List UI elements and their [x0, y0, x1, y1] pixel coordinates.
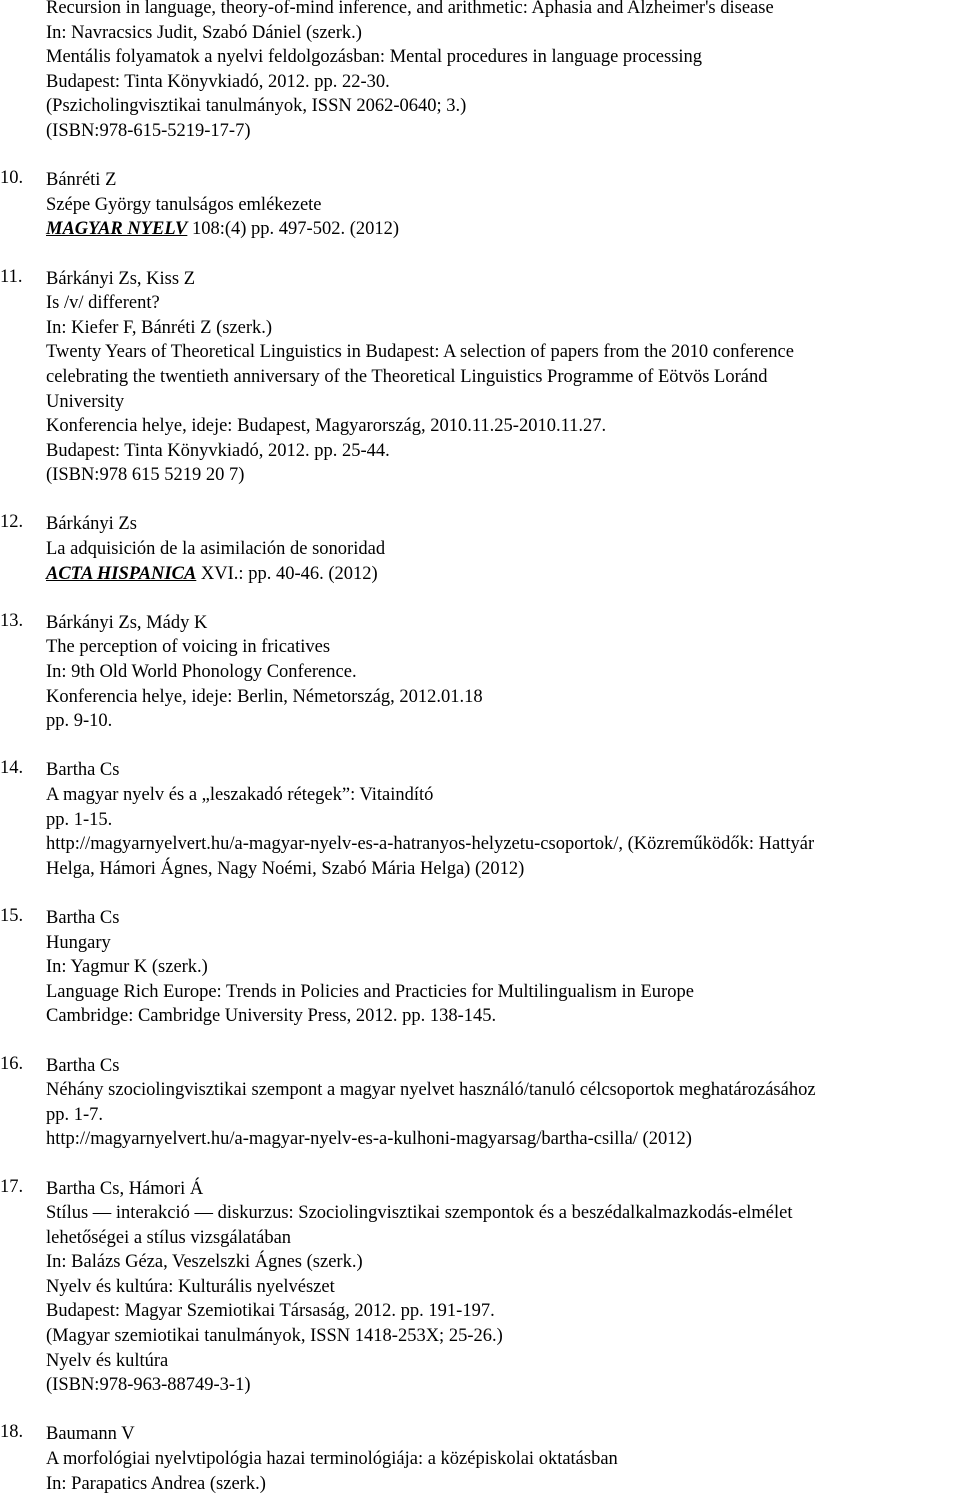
entry-number: 11. [0, 266, 23, 287]
text-line: Konferencia helye, ideje: Berlin, Németország, 2012.01.18 [46, 686, 483, 707]
text-line: Cambridge: Cambridge University Press, 2012. pp. 138-145. [46, 1006, 497, 1027]
entry-number: 18. [0, 1422, 24, 1443]
publication-entry [0, 1053, 958, 1152]
text-line: (ISBN:978 615 5219 20 7) [46, 465, 245, 486]
entry-number: 17. [0, 1176, 24, 1197]
entry-authors: Bárkányi Zs, Mády K [46, 612, 208, 633]
text-line: pp. 9-10. [46, 711, 113, 732]
text-line: In: Yagmur K (szerk.) [46, 957, 208, 978]
entry-authors: Baumann V [46, 1424, 135, 1445]
text-line: Szépe György tanulságos emlékezete [46, 194, 322, 215]
publication-entry [0, 905, 958, 1029]
text-line: A magyar nyelv és a „leszakadó rétegek”: Vitaindító [46, 785, 434, 805]
entry-authors: Bárkányi Zs [46, 514, 137, 535]
text-line: pp. 1-15. [46, 809, 113, 830]
text-line: (Pszicholingvisztikai tanulmányok, ISSN 2062-0640; 3.) [46, 96, 467, 117]
entry-number: 13. [0, 610, 24, 631]
journal-details: XVI.: pp. 40-46. (2012) [196, 563, 378, 584]
text-line: Nyelv és kultúra [46, 1350, 169, 1371]
text-line: The perception of voicing in fricatives [46, 637, 331, 658]
publication-entry [0, 1176, 958, 1398]
text-line: (Magyar szemiotikai tanulmányok, ISSN 1418-253X; 25-26.) [46, 1326, 503, 1347]
text-line: Language Rich Europe: Trends in Policies and Practicies for Multilingualism in Europe [46, 981, 694, 1002]
text-line: celebrating the twentieth anniversary of the Theoretical Linguistics Programme of Eötvös Loránd [46, 366, 768, 387]
publication-entry [0, 610, 958, 734]
text-line: Is /v/ different? [46, 293, 160, 314]
journal-name: MAGYAR NYELV [46, 219, 188, 240]
journal-name: ACTA HISPANICA [46, 563, 197, 584]
text-line: http://magyarnyelvert.hu/a-magyar-nyelv-es-a-kulhoni-magyarsag/bartha-csilla/ (2012) [46, 1129, 692, 1150]
text-line: Budapest: Magyar Szemiotikai Társaság, 2012. pp. 191-197. [46, 1301, 495, 1322]
text-line: (ISBN:978-615-5219-17-7) [46, 120, 251, 141]
text-line: lehetőségei a stílus vizsgálatában [46, 1227, 292, 1248]
entry-number: 15. [0, 905, 24, 926]
text-line: Konferencia helye, ideje: Budapest, Magyarország, 2010.11.25-2010.11.27. [46, 416, 607, 437]
text-line: Helga, Hámori Ágnes, Nagy Noémi, Szabó Mária Helga) (2012) [46, 858, 525, 879]
text-line: In: Navracsics Judit, Szabó Dániel (szerk.) [46, 22, 362, 43]
text-line: http://magyarnyelvert.hu/a-magyar-nyelv-es-a-hatranyos-helyzetu-csoportok/, (Közreműködők: Hattyár [46, 834, 815, 855]
publication-entry [0, 1422, 958, 1496]
text-line: Stílus — interakció — diskurzus: Szociolingvisztikai szempontok és a beszédalkalmazkodás-elmélet [46, 1203, 793, 1224]
publication-entry [0, 266, 958, 488]
text-line: pp. 1-7. [46, 1104, 104, 1125]
text-line: Nyelv és kultúra: Kulturális nyelvészet [46, 1276, 335, 1297]
text-line: Recursion in language, theory-of-mind inference, and arithmetic: Aphasia and Alzheimer's disease [46, 0, 774, 18]
text-line: Twenty Years of Theoretical Linguistics in Budapest: A selection of papers from the 2010 conference [46, 342, 794, 363]
text-line: Budapest: Tinta Könyvkiadó, 2012. pp. 25-44. [46, 440, 390, 461]
text-line: University [46, 391, 125, 412]
entry-number: 14. [0, 758, 24, 779]
previous-entry-continuation [46, 0, 958, 144]
entry-authors: Bartha Cs [46, 907, 120, 928]
journal-details: 108:(4) pp. 497-502. (2012) [187, 219, 400, 240]
text-line: Hungary [46, 932, 111, 953]
journal-line [46, 217, 958, 242]
text-line: Budapest: Tinta Könyvkiadó, 2012. pp. 22-30. [46, 71, 390, 92]
text-line: A morfológiai nyelvtipológia hazai terminológiája: a középiskolai oktatásban [46, 1449, 618, 1470]
entry-number: 10. [0, 168, 24, 189]
entry-authors: Bartha Cs [46, 760, 120, 781]
text-line: Mentális folyamatok a nyelvi feldolgozásban: Mental procedures in language processing [46, 47, 703, 68]
entry-number: 12. [0, 512, 24, 533]
text-line: In: Parapatics Andrea (szerk.) [46, 1473, 266, 1494]
publication-entry [0, 512, 958, 586]
entry-number: 16. [0, 1053, 24, 1074]
journal-line [46, 562, 958, 587]
text-line: In: 9th Old World Phonology Conference. [46, 662, 357, 683]
entry-authors: Bánréti Z [46, 170, 117, 191]
text-line: (ISBN:978-963-88749-3-1) [46, 1375, 251, 1396]
text-line: Néhány szociolingvisztikai szempont a magyar nyelvet használó/tanuló célcsoportok meghatározásához [46, 1080, 816, 1101]
entry-authors: Bartha Cs [46, 1055, 120, 1076]
publication-entry [0, 168, 958, 242]
entry-authors: Bartha Cs, Hámori Á [46, 1178, 204, 1199]
text-line: La adquisición de la asimilación de sonoridad [46, 539, 386, 560]
text-line: In: Kiefer F, Bánréti Z (szerk.) [46, 317, 273, 338]
publication-entry [0, 758, 958, 881]
entries [0, 168, 958, 1496]
text-line: In: Balázs Géza, Veszelszki Ágnes (szerk.) [46, 1252, 363, 1273]
entry-authors: Bárkányi Zs, Kiss Z [46, 268, 196, 289]
